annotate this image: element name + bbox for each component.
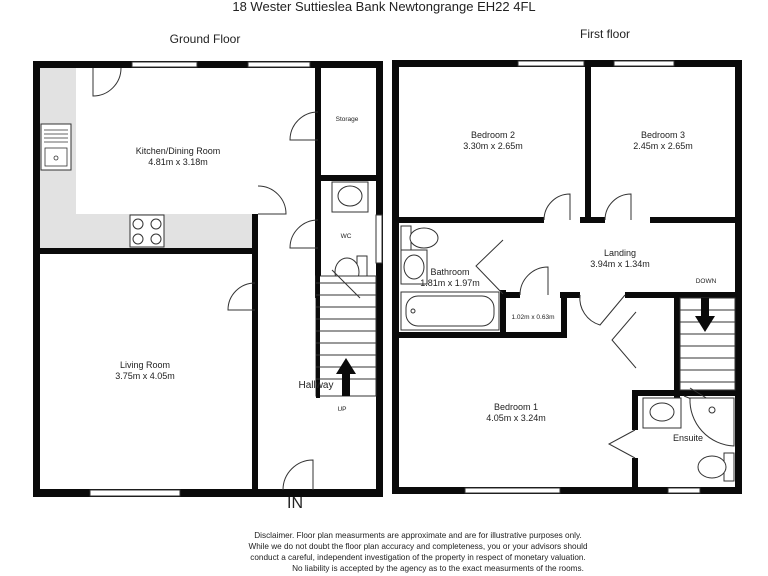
stair-left-wall (674, 292, 680, 398)
disclaimer-line: While we do not doubt the floor plan accuracy and completeness, you or your advisors should (248, 542, 588, 551)
property-address: 18 Wester Suttieslea Bank Newtongrange EH22 4FL (232, 0, 536, 14)
bed2-bed3-wall (585, 67, 591, 222)
ensuite-door (609, 430, 635, 458)
living-room-label: Living Room (119, 360, 171, 370)
stairs-up-label: UP (337, 406, 347, 413)
storage-wc-divider (315, 175, 377, 181)
cupboard-door (520, 267, 548, 295)
bathroom-door (476, 240, 503, 294)
bed2-bottom-wall (399, 217, 544, 223)
disclaimer-line: No liability is accepted by the agency as to the exact measurments of the rooms. (292, 564, 584, 573)
living-room-size: 3.75m x 4.05m (115, 371, 175, 381)
stairs-down-label: DOWN (695, 278, 717, 285)
bathroom-bottom-wall (399, 332, 567, 338)
kitchen-back-door (93, 68, 121, 96)
cupboard-right-wall (561, 292, 567, 336)
bedroom3-door (605, 194, 631, 220)
storage-wc-left-wall (315, 68, 321, 296)
bedroom3-window (614, 61, 674, 66)
ground-wall-top (33, 61, 383, 68)
ground-floor-plan (33, 61, 383, 512)
cupboard-top-wall (500, 292, 520, 298)
living-room-window (90, 490, 180, 496)
first-wall-left (392, 60, 399, 494)
kitchen-label: Kitchen/Dining Room (135, 146, 221, 156)
door-frame (121, 61, 125, 68)
bed-door-frame (580, 217, 605, 223)
bedroom2-window (518, 61, 584, 66)
landing-wall-stub (560, 292, 580, 298)
storage-door (290, 112, 318, 140)
kitchen-size: 4.81m x 3.18m (148, 157, 208, 167)
front-door (283, 460, 313, 490)
hallway-label: Hallway (298, 380, 334, 391)
ground-wall-bottom (33, 489, 383, 497)
ground-wall-right (376, 61, 383, 497)
ensuite-window (668, 488, 700, 493)
bedroom2-label: Bedroom 2 (470, 130, 516, 140)
ensuite-basin-icon (643, 398, 681, 428)
first-floor-plan (392, 60, 742, 494)
hob-icon (130, 215, 164, 247)
bedroom1-label: Bedroom 1 (493, 402, 539, 412)
first-floor-heading: First floor (579, 27, 631, 41)
disclaimer (248, 531, 588, 573)
ground-floor-heading: Ground Floor (169, 32, 241, 46)
bathroom-label: Bathroom (430, 267, 470, 277)
bed3-bottom-wall (650, 217, 735, 223)
landing-label: Landing (603, 248, 637, 258)
entrance-label: IN (287, 495, 303, 512)
bedroom1-size: 4.05m x 3.24m (486, 413, 546, 423)
bathtub-icon (401, 292, 499, 330)
first-wall-right (735, 60, 742, 494)
disclaimer-line: Disclaimer. Floor plan measurments are approximate and are for illustrative purposes only. (254, 531, 582, 540)
ensuite-label: Ensuite (672, 433, 704, 443)
bedroom3-size: 2.45m x 2.65m (633, 141, 693, 151)
wc-door (290, 220, 318, 248)
wc-window (376, 215, 382, 263)
disclaimer-line: conduct a careful, independent investigation of the property in respect of monetary valuation. (250, 553, 586, 562)
ensuite-toilet-icon (698, 453, 734, 481)
storage-label: Storage (335, 116, 359, 123)
ensuite-top-wall (632, 390, 735, 396)
wc-label: WC (340, 233, 352, 240)
bedroom2-door (544, 194, 570, 220)
bedroom1-door (580, 295, 625, 325)
bedroom1-window (465, 488, 560, 493)
bathroom-size: 1.81m x 1.97m (420, 278, 480, 288)
ensuite-left-wall-top (632, 390, 638, 430)
bedroom3-label: Bedroom 3 (640, 130, 686, 140)
kitchen-living-wall (40, 248, 255, 254)
ground-wall-left (33, 61, 40, 497)
living-room-door (228, 283, 255, 310)
kitchen-window-1 (132, 62, 197, 67)
sink-icon (41, 124, 71, 170)
kitchen-window-2 (248, 62, 310, 67)
ensuite-left-wall-bottom (632, 458, 638, 488)
living-hall-wall (252, 214, 258, 490)
wc-basin-icon (332, 182, 368, 212)
cupboard-door-2 (612, 312, 636, 368)
cupboard-size: 1.02m x 0.63m (511, 314, 555, 321)
bath-toilet-icon (401, 226, 438, 250)
landing-size: 3.94m x 1.34m (590, 259, 650, 269)
bedroom2-size: 3.30m x 2.65m (463, 141, 523, 151)
kitchen-door (258, 186, 286, 214)
